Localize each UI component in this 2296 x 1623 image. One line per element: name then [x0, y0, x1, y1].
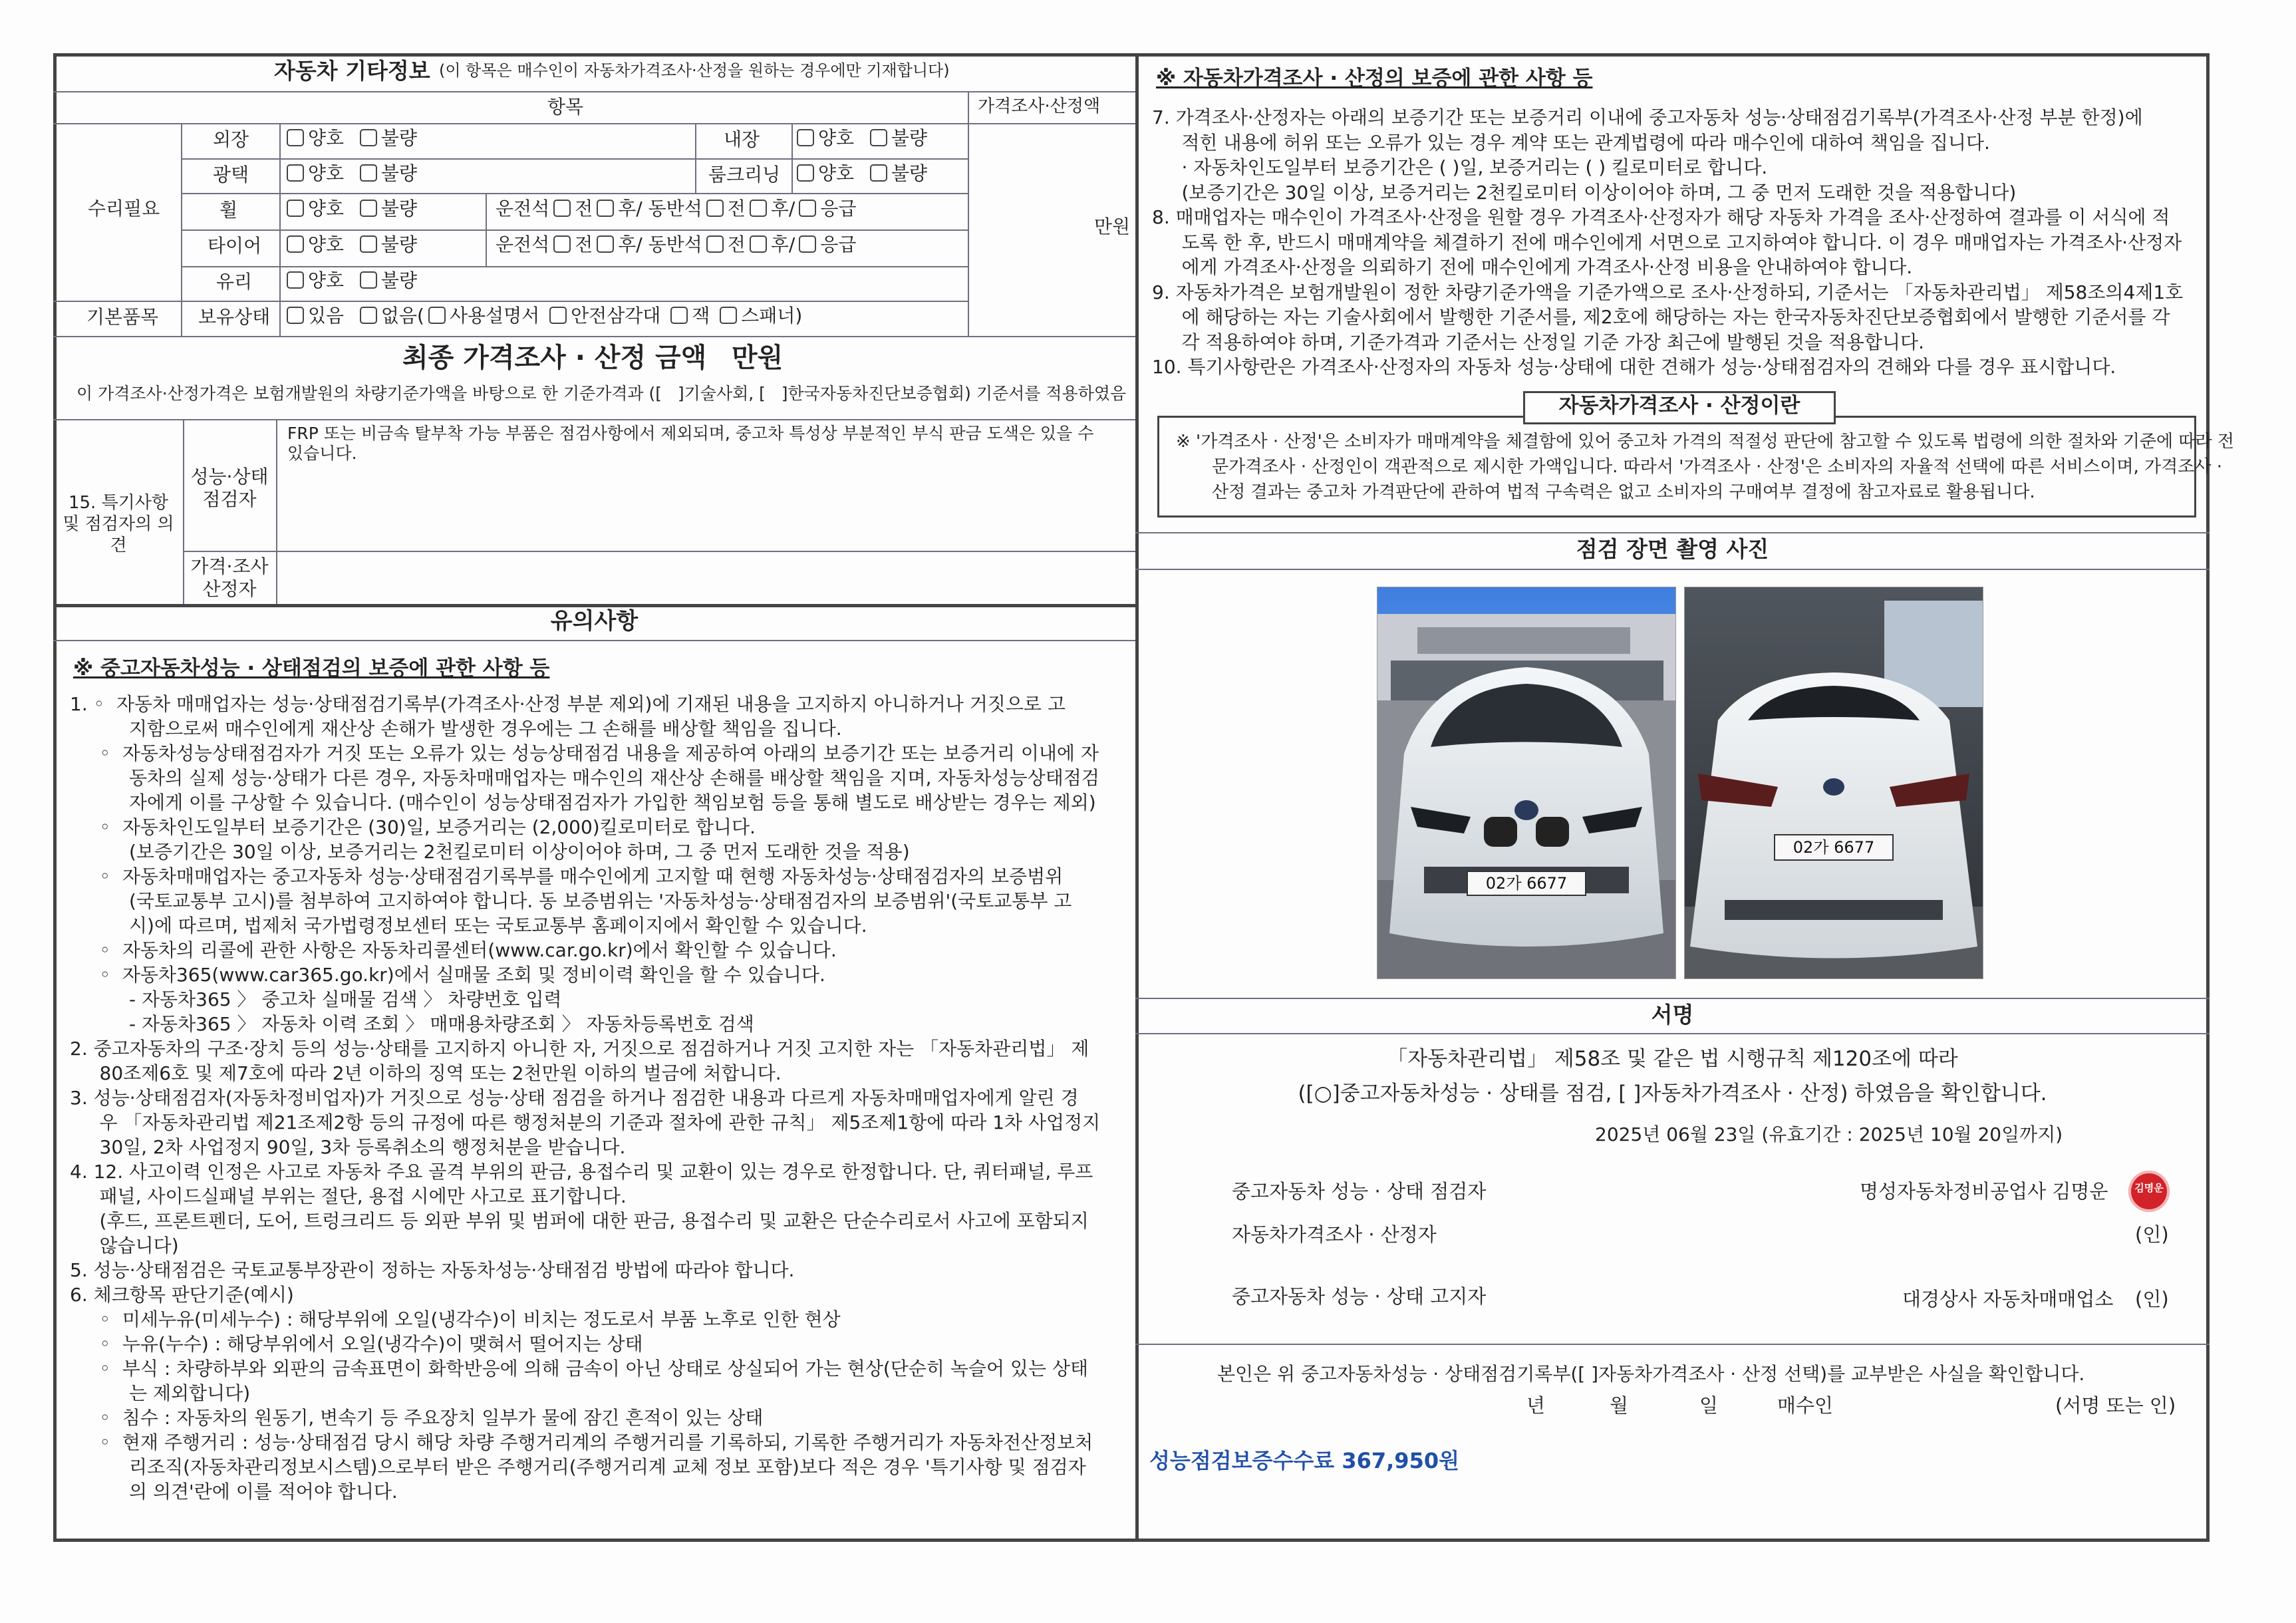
- special-notes-label: 15. 특기사항 및 점검자의 의견: [63, 493, 174, 555]
- inspector-name: 명성자동차정비공업사 김명운: [1860, 1180, 2108, 1203]
- receipt-month: 월: [1610, 1394, 1629, 1417]
- wheel-driver-rear-checkbox[interactable]: [597, 200, 614, 217]
- notice-line: ◦ 미세누유(미세누수) : 해당부위에 오일(냉각수)이 비치는 정도로서 부품 노후로 인한 현상: [70, 1308, 841, 1330]
- photos-title: 점검 장면 촬영 사진: [1576, 536, 1769, 562]
- rear-car-image: [1685, 587, 1983, 978]
- misc-title: 자동차 기타정보: [274, 58, 430, 84]
- price-appraisal-box-line-2: 문가격조사 · 산정인이 객관적으로 제시한 가액입니다. 따라서 '가격조사 · 산정'은 소비자의 자율적 선택에 따른 서비스이며, 가격조사 ·: [1212, 457, 2223, 477]
- performance-inspector-label: 성능·상태 점검자: [190, 466, 269, 510]
- price-appraiser-label: 가격·조사 산정자: [190, 555, 269, 600]
- glass-bad-checkbox[interactable]: [360, 271, 377, 289]
- notice-line: ◦ 누유(누수) : 해당부위에서 오일(냉각수)이 맺혀서 떨어지는 상태: [70, 1333, 643, 1355]
- interior-bad-checkbox[interactable]: [870, 129, 887, 146]
- appraiser-seal: (인): [2135, 1223, 2169, 1246]
- inspector-stamp-text: 김명운: [2134, 1182, 2164, 1194]
- notice-line: 3. 성능·상태점검자(자동차정비업자)가 거짓으로 성능·상태 점검을 하거나 점검한 내용과 다르게 자동차매매업자에게 알린 경: [70, 1087, 1079, 1109]
- notice-line: ◦ 침수 : 자동차의 원동기, 변속기 등 주요장치 일부가 물에 잠긴 흔적이 있는 상태: [70, 1407, 764, 1429]
- inspection-fee: 성능점검보증수수료 367,950원: [1149, 1448, 1460, 1473]
- warranty-heading: ※ 중고자동차성능 · 상태점검의 보증에 관한 사항 등: [73, 657, 550, 680]
- row-room-cleaning: 룸크리닝: [708, 164, 781, 186]
- notice-list: [70, 692, 1100, 1504]
- price-warranty-line: 7. 가격조사·산정자는 아래의 보증기간 또는 보증거리 이내에 중고자동차 성능·상태점검기록부(가격조사·산정 부분 한정)에: [1152, 106, 2143, 128]
- tire-good-checkbox[interactable]: [287, 235, 304, 253]
- price-warranty-line: 도록 한 후, 반드시 매매계약을 체결하기 전에 매수인에게 서면으로 고지하여야 합니다. 이 경우 매매업자는 가격조사·산정자: [1152, 231, 2182, 253]
- room-cleaning-options: 양호 불량: [793, 163, 927, 184]
- room-cleaning-bad-checkbox[interactable]: [870, 164, 887, 182]
- basic-items-options: 있음 없음( 사용설명서 안전삼각대 잭 스패너): [283, 305, 802, 327]
- wheel-bad-checkbox[interactable]: [360, 200, 377, 217]
- final-price-title: 최종 가격조사 · 산정 금액: [402, 343, 707, 373]
- tire-driver-front-checkbox[interactable]: [553, 235, 571, 253]
- inspector-label: 중고자동차 성능 · 상태 점검자: [1232, 1180, 1487, 1203]
- tire-options: 양호 불량: [283, 234, 417, 255]
- wheel-positions: 운전석 전 후/ 동반석 전 후/ 응급: [496, 198, 857, 220]
- gloss-options: 양호 불량: [283, 163, 417, 184]
- notice-line: 1. ◦ 자동차 매매업자는 성능·상태점검기록부(가격조사·산정 부분 제외)에 기재된 내용을 고지하지 아니하거나 거짓으로 고: [70, 693, 1066, 715]
- appraiser-label: 자동차가격조사 · 산정자: [1232, 1223, 1437, 1246]
- inspector-stamp: [2128, 1171, 2170, 1212]
- price-warranty-line: 적힌 내용에 허위 또는 오류가 있는 경우 계약 또는 관계법령에 따라 매수인에 대하여 책임을 집니다.: [1152, 131, 1990, 154]
- price-appraisal-box-title: 자동차가격조사 · 산정이란: [1558, 394, 1800, 418]
- unit-won: 만원: [1094, 216, 1131, 237]
- buyer-label: 매수인: [1777, 1394, 1834, 1417]
- notice-line: 자에게 이를 구상할 수 있습니다. (매수인이 성능상태점검자가 가입한 책임보험 등을 통해 별도로 배상받는 경우는 제외): [70, 792, 1096, 813]
- room-cleaning-good-checkbox[interactable]: [797, 164, 814, 182]
- tire-positions: 운전석 전 후/ 동반석 전 후/ 응급: [496, 233, 857, 255]
- price-warranty-list: [1152, 105, 2183, 380]
- row-tire: 타이어: [208, 235, 262, 257]
- misc-note: (이 항목은 매수인이 자동차가격조사·산정을 원하는 경우에만 기재합니다): [439, 61, 950, 80]
- notice-line: - 자동차365 〉 중고차 실매물 검색 〉 차량번호 입력: [70, 988, 562, 1010]
- spanner-checkbox[interactable]: [720, 307, 737, 324]
- notice-line: ◦ 현재 주행거리 : 성능·상태점검 당시 해당 차량 주행거리계의 주행거리를 기록하되, 기록한 주행거리가 자동차전산정보처: [70, 1431, 1093, 1453]
- notifier-name: 대경상사 자동차매매업소: [1902, 1288, 2114, 1310]
- notice-title: 유의사항: [550, 608, 639, 635]
- tire-passenger-front-checkbox[interactable]: [706, 235, 724, 253]
- front-car-photo: [1377, 587, 1676, 979]
- performance-inspector-text-2: 있습니다.: [287, 444, 357, 463]
- tire-emergency-checkbox[interactable]: [799, 235, 816, 253]
- exterior-bad-checkbox[interactable]: [360, 129, 377, 146]
- price-warranty-line: 9. 자동차가격은 보험개발원이 정한 차량기준가액을 기준가액으로 조사·산정하되, 기준서는 「자동차관리법」 제58조의4제1호: [1152, 281, 2184, 303]
- notice-line: ◦ 자동차성능상태점검자가 거짓 또는 오류가 있는 성능상태점검 내용을 제공하여 아래의 보증기간 또는 보증거리 이내에 자: [70, 742, 1099, 764]
- tire-driver-rear-checkbox[interactable]: [597, 235, 614, 253]
- column-item: 항목: [547, 96, 584, 118]
- price-warranty-line: 각 적용하여야 하며, 기준가격과 기준서는 산정일 기준 가장 최근에 발행된 것을 적용합니다.: [1152, 331, 1924, 353]
- interior-options: 양호 불량: [793, 128, 927, 149]
- glass-good-checkbox[interactable]: [287, 271, 304, 289]
- notice-line: 30일, 2차 사업정지 90일, 3차 등록취소의 행정처분을 받습니다.: [70, 1136, 626, 1158]
- notice-line: 우 「자동차관리법 제21조제2항 등의 규정에 따른 행정처분의 기준과 절차에 관한 규칙」 제5조제1항에 따라 1차 사업정지: [70, 1111, 1101, 1133]
- notice-line: (보증기간은 30일 이상, 보증거리는 2천킬로미터 이상이어야 하며, 그 중 먼저 도래한 것을 적용): [70, 841, 910, 863]
- front-plate: 02가 6677: [1485, 874, 1568, 893]
- notice-line: 80조제6호 및 제7호에 따라 2년 이하의 징역 또는 2천만원 이하의 벌금에 처합니다.: [70, 1062, 782, 1084]
- notice-line: 지함으로써 매수인에게 재산상 손해가 발생한 경우에는 그 손해를 배상할 책임을 집니다.: [70, 718, 842, 740]
- row-exterior: 외장: [213, 128, 249, 150]
- notice-line: ◦ 자동차매매업자는 중고자동차 성능·상태점검기록부를 매수인에게 고지할 때 현행 자동차성능·상태점검자의 보증범위: [70, 865, 1064, 887]
- repair-needed-label: 수리필요: [88, 198, 160, 220]
- receipt-day: 일: [1699, 1394, 1719, 1417]
- sign-title: 서명: [1651, 1002, 1694, 1028]
- manual-checkbox[interactable]: [428, 307, 446, 324]
- law-line: 「자동차관리법」 제58조 및 같은 법 시행규칙 제120조에 따라: [1387, 1047, 1958, 1071]
- none-checkbox[interactable]: [360, 307, 377, 324]
- final-price-unit: 만원: [732, 343, 784, 373]
- price-appraisal-box-line-3: 산정 결과는 중고차 가격판단에 관하여 법적 구속력은 없고 소비자의 구매여부 결정에 참고자료로 활용됩니다.: [1212, 482, 2035, 502]
- rear-car-photo: [1684, 587, 1983, 979]
- wheel-emergency-checkbox[interactable]: [799, 200, 816, 217]
- wheel-passenger-front-checkbox[interactable]: [706, 200, 724, 217]
- row-glass: 유리: [216, 271, 253, 293]
- notice-line: ◦ 자동차의 리콜에 관한 사항은 자동차리콜센터(www.car.go.kr)에서 확인할 수 있습니다.: [70, 939, 837, 961]
- price-warranty-line: (보증기간은 30일 이상, 보증거리는 2천킬로미터 이상이어야 하며, 그 중 먼저 도래한 것을 적용합니다): [1152, 181, 2017, 204]
- price-warranty-line: 10. 특기사항란은 가격조사·산정자의 자동차 성능·상태에 대한 견해가 성능·상태점검자의 견해와 다를 경우 표시합니다.: [1152, 356, 2116, 378]
- notice-line: (국토교통부 고시)를 첨부하여 고지하여야 합니다. 동 보증범위는 '자동차성능·상태점검자의 보증범위'(국토교통부 고: [70, 890, 1072, 912]
- exterior-good-checkbox[interactable]: [287, 129, 304, 146]
- notifier-label: 중고자동차 성능 · 상태 고지자: [1232, 1285, 1487, 1308]
- gloss-bad-checkbox[interactable]: [360, 164, 377, 182]
- rear-plate: 02가 6677: [1793, 838, 1875, 857]
- notice-line: 리조직(자동차관리정보시스템)으로부터 받은 주행거리(주행거리계 교체 정보 포함)보다 적은 경우 '특기사항 및 점검자: [70, 1456, 1086, 1478]
- receipt-line: 본인은 위 중고자동차성능 · 상태점검기록부([ ]자동차가격조사 · 산정 선택)를 교부받은 사실을 확인합니다.: [1217, 1363, 2085, 1385]
- wheel-driver-front-checkbox[interactable]: [553, 200, 571, 217]
- tire-bad-checkbox[interactable]: [360, 235, 377, 253]
- notice-line: 않습니다): [70, 1235, 179, 1256]
- tire-passenger-rear-checkbox[interactable]: [750, 235, 767, 253]
- notice-line: 6. 체크항목 판단기준(예시): [70, 1284, 294, 1306]
- notice-line: 동차의 실제 성능·상태가 다른 경우, 자동차매매업자는 매수인의 재산상 손해를 배상할 책임을 지며, 자동차성능상태점검: [70, 767, 1099, 789]
- notice-line: ◦ 자동차인도일부터 보증기간은 (30)일, 보증거리는 (2,000)킬로미터로 합니다.: [70, 816, 756, 838]
- price-warranty-line: 8. 매매업자는 매수인이 가격조사·산정을 원할 경우 가격조사·산정자가 해당 자동차 가격을 조사·산정하여 결과를 이 서식에 적: [1152, 206, 2170, 228]
- row-gloss: 광택: [213, 164, 249, 186]
- have-checkbox[interactable]: [287, 307, 304, 324]
- wheel-good-checkbox[interactable]: [287, 200, 304, 217]
- notice-line: 의 의견'란에 이를 적어야 합니다.: [70, 1481, 398, 1503]
- interior-good-checkbox[interactable]: [797, 129, 814, 146]
- possession-label: 보유상태: [198, 306, 271, 328]
- jack-checkbox[interactable]: [670, 307, 688, 324]
- column-price: 가격조사·산정액: [978, 96, 1101, 116]
- price-warranty-line: · 자동차인도일부터 보증기간은 ( )일, 보증거리는 ( ) 킬로미터로 합니다.: [1152, 156, 1768, 178]
- front-car-image: [1377, 587, 1675, 978]
- notice-line: 4. 12. 사고이력 인정은 사고로 자동차 주요 골격 부위의 판금, 용접수리 및 교환이 있는 경우로 한정합니다. 단, 쿼터패널, 루프: [70, 1161, 1093, 1183]
- sign-or-seal: (서명 또는 인): [2055, 1394, 2176, 1417]
- date-line: 2025년 06월 23일 (유효기간 : 2025년 10월 20일까지): [1595, 1123, 2063, 1145]
- notice-line: 2. 중고자동차의 구조·장치 등의 성능·상태를 고지하지 아니한 자, 거짓으로 점검하거나 거짓 고지한 자는 「자동차관리법」 제: [70, 1038, 1089, 1060]
- wheel-options: 양호 불량: [283, 198, 417, 220]
- wheel-passenger-rear-checkbox[interactable]: [750, 200, 767, 217]
- notice-line: ◦ 자동차365(www.car365.go.kr)에서 실매물 조회 및 정비이력 확인을 할 수 있습니다.: [70, 964, 825, 986]
- gloss-good-checkbox[interactable]: [287, 164, 304, 182]
- glass-options: 양호 불량: [283, 270, 417, 291]
- price-warranty-heading: ※ 자동차가격조사 · 산정의 보증에 관한 사항 등: [1156, 67, 1593, 90]
- notice-line: (후드, 프론트펜더, 도어, 트렁크리드 등 외판 부위 및 범퍼에 대한 판금, 용접수리 및 교환은 단순수리로서 사고에 포함되지: [70, 1210, 1089, 1232]
- notice-line: 패널, 사이드실패널 부위는 절단, 용접 시에만 사고로 표기합니다.: [70, 1185, 627, 1207]
- row-interior: 내장: [724, 128, 760, 150]
- final-price-note: 이 가격조사·산정가격은 보험개발원의 차량기준가액을 바탕으로 한 기준가격과 ([ ]기술사회, [ ]한국자동차진단보증협회) 기준서를 적용하였음: [76, 384, 1127, 403]
- row-wheel: 휠: [219, 199, 238, 221]
- notice-line: - 자동차365 〉 자동차 이력 조회 〉 매매용차량조회 〉 자동차등록번호 검색: [70, 1013, 754, 1035]
- confirm-line: ([○]중고자동차성능 · 상태를 점검, [ ]자동차가격조사 · 산정) 하였음을 확인합니다.: [1298, 1082, 2047, 1106]
- notice-line: 는 제외합니다): [70, 1382, 251, 1404]
- price-appraisal-box-line-1: ※ '가격조사 · 산정'은 소비자가 매매계약을 체결함에 있어 중고차 가격의 적절성 판단에 참고할 수 있도록 법령에 의한 절차와 기준에 따라 전: [1176, 432, 2235, 452]
- price-warranty-line: 에 해당하는 자는 기술사회에서 발행한 기준서를, 제2호에 해당하는 자는 한국자동차진단보증협회에서 발행한 기준서를 각: [1152, 306, 2170, 328]
- receipt-year: 년: [1526, 1394, 1546, 1417]
- triangle-checkbox[interactable]: [549, 307, 567, 324]
- center-divider: [1135, 53, 1139, 1542]
- performance-inspector-text-1: FRP 또는 비금속 탈부착 가능 부품은 점검사항에서 제외되며, 중고차 특성상 부분적인 부식 판금 도색은 있을 수: [287, 424, 1094, 443]
- basic-items-label: 기본품목: [86, 306, 159, 328]
- price-warranty-line: 에게 가격조사·산정을 의뢰하기 전에 매수인에게 가격조사·산정 비용을 안내하여야 합니다.: [1152, 256, 1913, 278]
- notice-line: ◦ 부식 : 차량하부와 외판의 금속표면이 화학반응에 의해 금속이 아닌 상태로 상실되어 가는 현상(단순히 녹슬어 있는 상태: [70, 1358, 1088, 1380]
- exterior-options: 양호 불량: [283, 128, 417, 149]
- notifier-seal: (인): [2135, 1288, 2169, 1310]
- notice-line: 5. 성능·상태점검은 국토교통부장관이 정하는 자동차성능·상태점검 방법에 따라야 합니다.: [70, 1259, 795, 1281]
- notice-line: 시)에 따르며, 법제처 국가법령정보센터 또는 국토교통부 홈페이지에서 확인할 수 있습니다.: [70, 915, 867, 937]
